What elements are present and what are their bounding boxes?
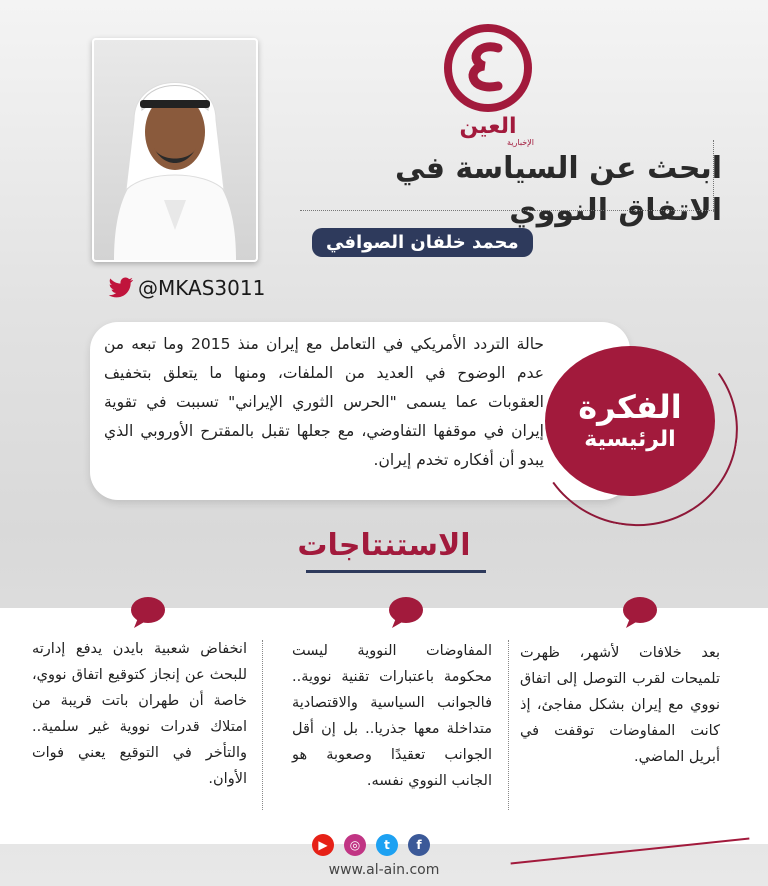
speech-bubble-icon [130,596,166,628]
al-ain-logo [438,20,538,150]
logo-text: العين [459,114,517,139]
main-idea-title-2: الرئيسية [584,427,676,452]
conclusions-underline [306,570,486,573]
speech-bubble-icon [388,596,424,628]
column-divider [262,640,264,810]
twitter-icon[interactable]: t [376,834,398,856]
conclusion-item-3: انخفاض شعبية بايدن يدفع إدارته للبحث عن إنجاز كتوقيع اتفاق نووي، خاصة أن طهران باتت قريبة من امتلاك قدرات نووية غير سلمية.. والتأخر في التوقيع يعني فوات الأوان. [32,641,247,787]
title-line-1: ابحث عن السياسة في [394,151,722,186]
facebook-icon[interactable]: f [408,834,430,856]
author-name-badge: محمد خلفان الصوافي [312,228,533,257]
page-title [322,148,722,232]
main-idea-title-1: الفكرة [578,388,682,426]
main-idea-text: حالة التردد الأمريكي في التعامل مع إيران منذ 2015 وما تبعه من عدم الوضوح في العديد من الملفات، ومنها ما يتعلق بتخفيف العقوبات عما يسمى "الحرس الثوري الإيراني" تسببت في تقوية إيران في موقفها التفاوضي، مع جعلها تقبل بالمقترح الأوروبي الذي يبدو أن أفكاره تخدم إيران. [104,335,545,469]
title-divider [300,210,714,212]
column-divider [508,640,510,810]
speech-bubble-icon [622,596,658,628]
instagram-icon[interactable]: ◎ [344,834,366,856]
twitter-handle[interactable] [108,276,265,300]
youtube-icon[interactable]: ▶ [312,834,334,856]
twitter-bird-icon [108,277,134,299]
conclusion-item-1: بعد خلافات لأشهر، ظهرت تلميحات لقرب التوصل إلى اتفاق نووي مع إيران بشكل مفاجئ، إذ كانت المفاوضات توقفت في أبريل الماضي. [520,645,720,765]
title-vertical-divider [713,140,715,212]
conclusion-item-2: المفاوضات النووية ليست محكومة باعتبارات تقنية نووية.. فالجوانب السياسية والاقتصادية متداخلة معها جذريا.. بل إن أقل الجوانب تعقيدًا وصعوبة هو الجانب النووي نفسه. [292,643,492,789]
author-photo [92,38,258,262]
logo-subtext: الإخبارية [507,138,534,147]
website-url[interactable]: www.al-ain.com [328,862,440,878]
twitter-handle-text: @MKAS3011 [138,276,266,300]
main-idea-badge [545,346,715,496]
title-line-2: الاتفاق النووي [509,193,722,228]
social-links [312,834,430,856]
conclusions-title: الاستنتاجات [297,528,471,563]
author-portrait-graphic [94,40,256,260]
